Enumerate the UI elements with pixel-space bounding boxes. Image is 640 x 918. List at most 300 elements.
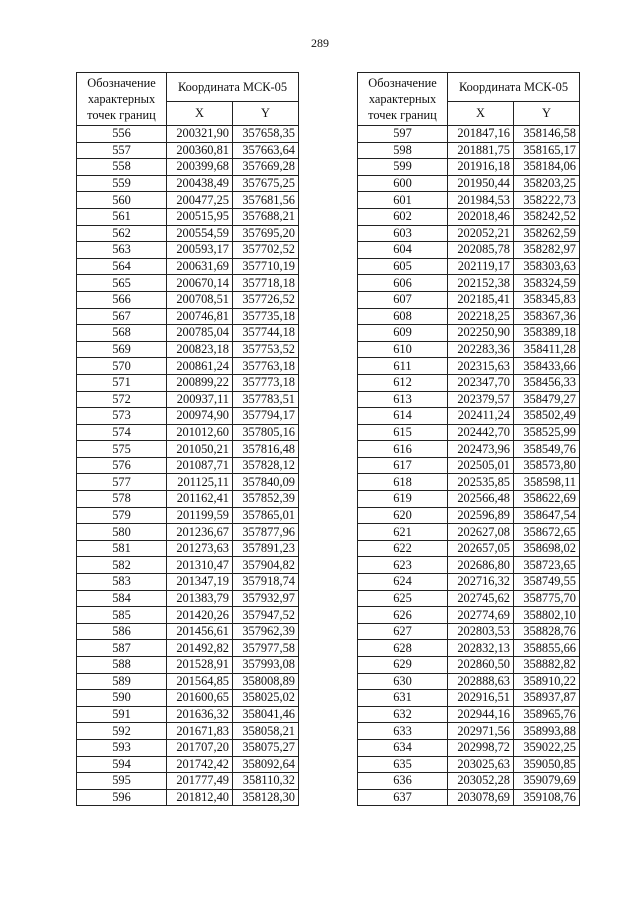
table-row: [77, 723, 299, 740]
x-coordinate-cell: 202018,46: [448, 208, 514, 225]
point-number-cell: 627: [358, 623, 448, 640]
table-row: [77, 208, 299, 225]
y-coordinate-cell: 357840,09: [233, 474, 299, 491]
x-coordinate-cell: 201456,61: [167, 623, 233, 640]
y-column-header: Y: [514, 102, 580, 126]
point-number-cell: 572: [77, 391, 167, 408]
y-coordinate-cell: 358367,36: [514, 308, 580, 325]
point-number-cell: 637: [358, 789, 448, 806]
x-coordinate-cell: 201050,21: [167, 441, 233, 458]
x-coordinate-cell: 201273,63: [167, 540, 233, 557]
point-number-cell: 592: [77, 723, 167, 740]
table-row: [358, 706, 580, 723]
y-coordinate-cell: 358146,58: [514, 126, 580, 143]
y-coordinate-cell: 358165,17: [514, 142, 580, 159]
point-number-cell: 582: [77, 557, 167, 574]
point-number-cell: 611: [358, 358, 448, 375]
table-row: [358, 208, 580, 225]
y-coordinate-cell: 357947,52: [233, 607, 299, 624]
point-number-cell: 556: [77, 126, 167, 143]
y-coordinate-cell: 357828,12: [233, 457, 299, 474]
x-coordinate-cell: 202774,69: [448, 607, 514, 624]
y-coordinate-cell: 358723,65: [514, 557, 580, 574]
point-number-cell: 588: [77, 657, 167, 674]
point-number-cell: 595: [77, 773, 167, 790]
point-number-cell: 590: [77, 690, 167, 707]
x-coordinate-cell: 201742,42: [167, 756, 233, 773]
table-row: [358, 258, 580, 275]
x-coordinate-cell: 201125,11: [167, 474, 233, 491]
x-coordinate-cell: 200823,18: [167, 341, 233, 358]
x-coordinate-cell: 202627,08: [448, 524, 514, 541]
x-coordinate-cell: 202218,25: [448, 308, 514, 325]
y-coordinate-cell: 357681,56: [233, 192, 299, 209]
x-coordinate-cell: 201310,47: [167, 557, 233, 574]
point-number-cell: 561: [77, 208, 167, 225]
y-coordinate-cell: 358882,82: [514, 657, 580, 674]
point-number-cell: 605: [358, 258, 448, 275]
y-coordinate-cell: 358993,88: [514, 723, 580, 740]
table-row: [77, 408, 299, 425]
table-row: [77, 358, 299, 375]
x-coordinate-cell: 202916,51: [448, 690, 514, 707]
x-coordinate-cell: 202998,72: [448, 739, 514, 756]
table-row: [77, 590, 299, 607]
table-row: [358, 225, 580, 242]
x-coordinate-cell: 200899,22: [167, 374, 233, 391]
y-coordinate-cell: 357962,39: [233, 623, 299, 640]
table-row: [77, 673, 299, 690]
x-coordinate-cell: 202283,36: [448, 341, 514, 358]
x-coordinate-cell: 200515,95: [167, 208, 233, 225]
table-row: [77, 706, 299, 723]
table-row: [358, 773, 580, 790]
y-coordinate-cell: 358622,69: [514, 491, 580, 508]
y-coordinate-cell: 358058,21: [233, 723, 299, 740]
point-number-cell: 604: [358, 242, 448, 259]
point-number-cell: 632: [358, 706, 448, 723]
point-number-cell: 631: [358, 690, 448, 707]
table-row: [77, 574, 299, 591]
point-number-cell: 634: [358, 739, 448, 756]
y-coordinate-cell: 357726,52: [233, 291, 299, 308]
table-row: [358, 623, 580, 640]
table-row: [77, 225, 299, 242]
y-coordinate-cell: 357993,08: [233, 657, 299, 674]
point-number-cell: 589: [77, 673, 167, 690]
y-coordinate-cell: 358965,76: [514, 706, 580, 723]
x-coordinate-cell: 201707,20: [167, 739, 233, 756]
point-number-cell: 578: [77, 491, 167, 508]
table-row: [358, 291, 580, 308]
table-row: [77, 690, 299, 707]
y-coordinate-cell: 357695,20: [233, 225, 299, 242]
y-coordinate-cell: 357753,52: [233, 341, 299, 358]
y-coordinate-cell: 358802,10: [514, 607, 580, 624]
x-coordinate-cell: 201383,79: [167, 590, 233, 607]
point-number-cell: 591: [77, 706, 167, 723]
y-coordinate-cell: 359079,69: [514, 773, 580, 790]
point-number-cell: 575: [77, 441, 167, 458]
point-number-cell: 601: [358, 192, 448, 209]
table-row: [358, 524, 580, 541]
table-row: [358, 590, 580, 607]
table-row: [358, 491, 580, 508]
point-number-cell: 574: [77, 424, 167, 441]
point-number-cell: 583: [77, 574, 167, 591]
x-coordinate-cell: 201012,60: [167, 424, 233, 441]
point-number-cell: 577: [77, 474, 167, 491]
y-coordinate-cell: 358479,27: [514, 391, 580, 408]
table-row: [77, 291, 299, 308]
table-row: [358, 358, 580, 375]
table-row: [358, 142, 580, 159]
x-coordinate-cell: 200593,17: [167, 242, 233, 259]
y-coordinate-cell: 359022,25: [514, 739, 580, 756]
table-row: [358, 640, 580, 657]
table-row: [358, 739, 580, 756]
x-coordinate-cell: 201199,59: [167, 507, 233, 524]
point-number-cell: 602: [358, 208, 448, 225]
table-row: [77, 657, 299, 674]
table-row: [358, 441, 580, 458]
y-coordinate-cell: 357816,48: [233, 441, 299, 458]
x-coordinate-cell: 200861,24: [167, 358, 233, 375]
y-coordinate-cell: 358110,32: [233, 773, 299, 790]
x-coordinate-cell: 201916,18: [448, 159, 514, 176]
y-coordinate-cell: 357702,52: [233, 242, 299, 259]
y-coordinate-cell: 357932,97: [233, 590, 299, 607]
point-number-cell: 594: [77, 756, 167, 773]
x-column-header: X: [167, 102, 233, 126]
point-number-cell: 579: [77, 507, 167, 524]
point-number-cell: 573: [77, 408, 167, 425]
table-row: [358, 557, 580, 574]
x-coordinate-cell: 201847,16: [448, 126, 514, 143]
table-row: [358, 657, 580, 674]
table-row: [358, 308, 580, 325]
y-coordinate-cell: 357773,18: [233, 374, 299, 391]
point-number-cell: 596: [77, 789, 167, 806]
y-coordinate-cell: 358502,49: [514, 408, 580, 425]
x-coordinate-cell: 201984,53: [448, 192, 514, 209]
point-number-cell: 581: [77, 540, 167, 557]
y-coordinate-cell: 357877,96: [233, 524, 299, 541]
y-coordinate-cell: 357735,18: [233, 308, 299, 325]
point-number-cell: 629: [358, 657, 448, 674]
point-number-cell: 625: [358, 590, 448, 607]
x-coordinate-cell: 200708,51: [167, 291, 233, 308]
x-coordinate-cell: 201812,40: [167, 789, 233, 806]
y-coordinate-cell: 359108,76: [514, 789, 580, 806]
y-coordinate-cell: 358672,65: [514, 524, 580, 541]
table-row: [77, 524, 299, 541]
table-row: [77, 507, 299, 524]
y-coordinate-cell: 357658,35: [233, 126, 299, 143]
point-number-cell: 610: [358, 341, 448, 358]
point-number-cell: 565: [77, 275, 167, 292]
x-coordinate-cell: 202832,13: [448, 640, 514, 657]
point-number-cell: 564: [77, 258, 167, 275]
y-coordinate-cell: 357688,21: [233, 208, 299, 225]
x-coordinate-cell: 203052,28: [448, 773, 514, 790]
point-number-cell: 593: [77, 739, 167, 756]
table-row: [358, 175, 580, 192]
y-coordinate-cell: 358749,55: [514, 574, 580, 591]
table-row: [77, 325, 299, 342]
x-coordinate-cell: 201492,82: [167, 640, 233, 657]
x-coordinate-cell: 201600,65: [167, 690, 233, 707]
x-coordinate-cell: 200360,81: [167, 142, 233, 159]
point-number-cell: 599: [358, 159, 448, 176]
point-number-cell: 608: [358, 308, 448, 325]
y-coordinate-cell: 358324,59: [514, 275, 580, 292]
table-row: [358, 374, 580, 391]
x-coordinate-cell: 201162,41: [167, 491, 233, 508]
table-row: [358, 723, 580, 740]
point-number-cell: 559: [77, 175, 167, 192]
y-coordinate-cell: 357904,82: [233, 557, 299, 574]
x-coordinate-cell: 200937,11: [167, 391, 233, 408]
y-coordinate-cell: 357675,25: [233, 175, 299, 192]
x-coordinate-cell: 202347,70: [448, 374, 514, 391]
point-number-cell: 630: [358, 673, 448, 690]
table-row: [77, 424, 299, 441]
point-number-cell: 628: [358, 640, 448, 657]
x-coordinate-cell: 201777,49: [167, 773, 233, 790]
y-coordinate-cell: 358937,87: [514, 690, 580, 707]
table-row: [77, 126, 299, 143]
x-coordinate-cell: 202379,57: [448, 391, 514, 408]
y-coordinate-cell: 357669,28: [233, 159, 299, 176]
table-row: [77, 474, 299, 491]
x-coordinate-cell: 202085,78: [448, 242, 514, 259]
x-coordinate-cell: 202119,17: [448, 258, 514, 275]
x-coordinate-cell: 201671,83: [167, 723, 233, 740]
x-coordinate-cell: 200554,59: [167, 225, 233, 242]
table-row: [77, 441, 299, 458]
coordinates-table-left: [76, 72, 299, 806]
y-coordinate-cell: 357794,17: [233, 408, 299, 425]
x-coordinate-cell: 202860,50: [448, 657, 514, 674]
point-number-cell: 600: [358, 175, 448, 192]
y-coordinate-cell: 358008,89: [233, 673, 299, 690]
point-number-cell: 615: [358, 424, 448, 441]
x-coordinate-cell: 200670,14: [167, 275, 233, 292]
coordinates-table-right: [357, 72, 580, 806]
table-row: [77, 242, 299, 259]
y-coordinate-cell: 357977,58: [233, 640, 299, 657]
x-coordinate-cell: 200477,25: [167, 192, 233, 209]
y-coordinate-cell: 358075,27: [233, 739, 299, 756]
x-coordinate-cell: 202657,05: [448, 540, 514, 557]
table-row: [358, 507, 580, 524]
point-number-cell: 603: [358, 225, 448, 242]
y-coordinate-cell: 357865,01: [233, 507, 299, 524]
x-coordinate-cell: 202716,32: [448, 574, 514, 591]
table-row: [77, 308, 299, 325]
y-coordinate-cell: 358433,66: [514, 358, 580, 375]
header-row: [358, 73, 580, 102]
y-coordinate-cell: 358345,83: [514, 291, 580, 308]
x-coordinate-cell: 202745,62: [448, 590, 514, 607]
table-row: [358, 690, 580, 707]
y-coordinate-cell: 358025,02: [233, 690, 299, 707]
table-row: [77, 739, 299, 756]
x-coordinate-cell: 202152,38: [448, 275, 514, 292]
y-coordinate-cell: 358647,54: [514, 507, 580, 524]
point-number-cell: 622: [358, 540, 448, 557]
coordinate-system-header: Координата МСК-05: [448, 73, 580, 102]
point-number-cell: 620: [358, 507, 448, 524]
point-number-cell: 576: [77, 457, 167, 474]
page-number: 289: [311, 36, 329, 50]
y-coordinate-cell: 358041,46: [233, 706, 299, 723]
x-coordinate-cell: 201528,91: [167, 657, 233, 674]
table-row: [77, 756, 299, 773]
table-row: [77, 789, 299, 806]
y-coordinate-cell: 357852,39: [233, 491, 299, 508]
x-coordinate-cell: 202185,41: [448, 291, 514, 308]
header-row: [77, 73, 299, 102]
point-number-cell: 571: [77, 374, 167, 391]
table-row: [358, 341, 580, 358]
point-number-cell: 612: [358, 374, 448, 391]
y-coordinate-cell: 358456,33: [514, 374, 580, 391]
y-coordinate-cell: 358775,70: [514, 590, 580, 607]
coordinate-system-header: Координата МСК-05: [167, 73, 299, 102]
table-row: [358, 192, 580, 209]
table-row: [358, 756, 580, 773]
x-coordinate-cell: 201087,71: [167, 457, 233, 474]
y-coordinate-cell: 357744,18: [233, 325, 299, 342]
y-coordinate-cell: 357763,18: [233, 358, 299, 375]
x-coordinate-cell: 202971,56: [448, 723, 514, 740]
point-number-cell: 607: [358, 291, 448, 308]
y-coordinate-cell: 358242,52: [514, 208, 580, 225]
point-number-cell: 616: [358, 441, 448, 458]
y-coordinate-cell: 358184,06: [514, 159, 580, 176]
table-row: [358, 607, 580, 624]
y-coordinate-cell: 358092,64: [233, 756, 299, 773]
y-coordinate-cell: 357718,18: [233, 275, 299, 292]
y-coordinate-cell: 357663,64: [233, 142, 299, 159]
point-number-cell: 614: [358, 408, 448, 425]
x-coordinate-cell: 200438,49: [167, 175, 233, 192]
point-number-cell: 567: [77, 308, 167, 325]
x-coordinate-cell: 202250,90: [448, 325, 514, 342]
table-row: [77, 623, 299, 640]
x-coordinate-cell: 202566,48: [448, 491, 514, 508]
table-row: [358, 574, 580, 591]
point-number-cell: 587: [77, 640, 167, 657]
table-row: [358, 474, 580, 491]
x-coordinate-cell: 202596,89: [448, 507, 514, 524]
y-coordinate-cell: 358203,25: [514, 175, 580, 192]
y-coordinate-cell: 358525,99: [514, 424, 580, 441]
table-row: [77, 159, 299, 176]
table-row: [77, 457, 299, 474]
table-row: [358, 325, 580, 342]
point-number-cell: 580: [77, 524, 167, 541]
table-row: [358, 275, 580, 292]
x-coordinate-cell: 200746,81: [167, 308, 233, 325]
table-row: [77, 640, 299, 657]
x-coordinate-cell: 201881,75: [448, 142, 514, 159]
point-number-cell: 557: [77, 142, 167, 159]
table-row: [77, 391, 299, 408]
x-coordinate-cell: 200785,04: [167, 325, 233, 342]
x-coordinate-cell: 200974,90: [167, 408, 233, 425]
point-number-cell: 570: [77, 358, 167, 375]
x-coordinate-cell: 202315,63: [448, 358, 514, 375]
x-coordinate-cell: 202535,85: [448, 474, 514, 491]
y-coordinate-cell: 358262,59: [514, 225, 580, 242]
x-coordinate-cell: 202888,63: [448, 673, 514, 690]
y-coordinate-cell: 358389,18: [514, 325, 580, 342]
point-number-cell: 597: [358, 126, 448, 143]
y-coordinate-cell: 358598,11: [514, 474, 580, 491]
x-coordinate-cell: 202052,21: [448, 225, 514, 242]
x-coordinate-cell: 202803,53: [448, 623, 514, 640]
table-row: [358, 391, 580, 408]
point-number-cell: 586: [77, 623, 167, 640]
point-number-cell: 585: [77, 607, 167, 624]
point-number-cell: 617: [358, 457, 448, 474]
x-coordinate-cell: 200399,68: [167, 159, 233, 176]
table-row: [358, 789, 580, 806]
point-number-cell: 626: [358, 607, 448, 624]
table-row: [358, 673, 580, 690]
point-number-cell: 560: [77, 192, 167, 209]
point-number-cell: 569: [77, 341, 167, 358]
x-coordinate-cell: 203025,63: [448, 756, 514, 773]
table-row: [77, 192, 299, 209]
y-coordinate-cell: 358303,63: [514, 258, 580, 275]
x-coordinate-cell: 201950,44: [448, 175, 514, 192]
table-row: [358, 159, 580, 176]
boundary-point-label-header: Обозначение характерных точек границ: [77, 73, 167, 126]
y-coordinate-cell: 357783,51: [233, 391, 299, 408]
y-coordinate-cell: 358910,22: [514, 673, 580, 690]
point-number-cell: 568: [77, 325, 167, 342]
x-coordinate-cell: 202686,80: [448, 557, 514, 574]
point-number-cell: 562: [77, 225, 167, 242]
table-row: [358, 424, 580, 441]
point-number-cell: 633: [358, 723, 448, 740]
table-row: [77, 374, 299, 391]
point-number-cell: 609: [358, 325, 448, 342]
y-coordinate-cell: 358282,97: [514, 242, 580, 259]
table-row: [77, 175, 299, 192]
x-coordinate-cell: 201236,67: [167, 524, 233, 541]
y-coordinate-cell: 358411,28: [514, 341, 580, 358]
point-number-cell: 566: [77, 291, 167, 308]
table-row: [77, 773, 299, 790]
point-number-cell: 623: [358, 557, 448, 574]
point-number-cell: 635: [358, 756, 448, 773]
point-number-cell: 584: [77, 590, 167, 607]
x-coordinate-cell: 202411,24: [448, 408, 514, 425]
point-number-cell: 558: [77, 159, 167, 176]
x-coordinate-cell: 200631,69: [167, 258, 233, 275]
point-number-cell: 606: [358, 275, 448, 292]
y-coordinate-cell: 358128,30: [233, 789, 299, 806]
table-row: [77, 258, 299, 275]
x-coordinate-cell: 200321,90: [167, 126, 233, 143]
point-number-cell: 613: [358, 391, 448, 408]
boundary-point-label-header: Обозначение характерных точек границ: [358, 73, 448, 126]
